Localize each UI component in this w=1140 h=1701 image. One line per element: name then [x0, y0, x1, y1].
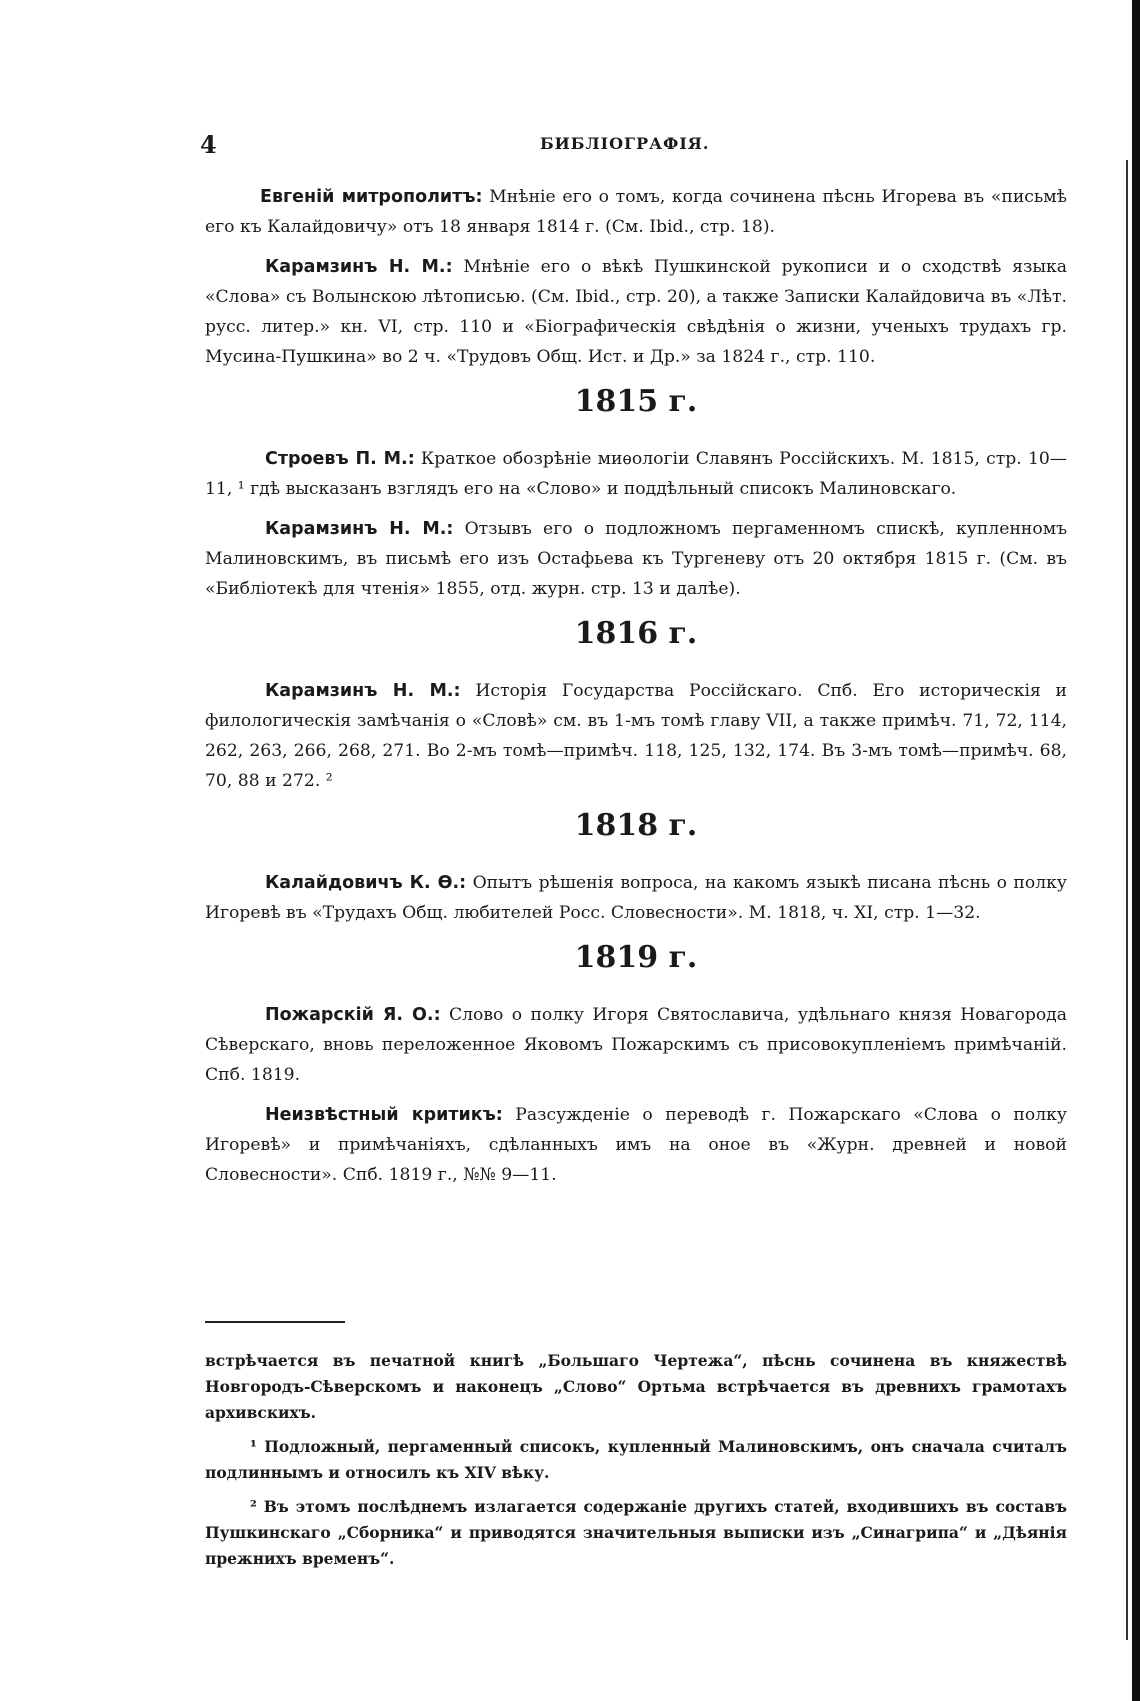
- bib-entry: [205, 514, 1067, 604]
- entry-text: Разсужденіе о переводѣ г. Пожарскаго «Слова о полку Игоревѣ» и примѣчаніяхъ, сдѣланныхъ имъ на оное въ «Журн. древней и новой Словесности». Спб. 1819 г., №№ 9—11.: [205, 1105, 1068, 1185]
- bib-entry: [205, 676, 1067, 796]
- footnote-1: ¹ Подложный, пергаменный списокъ, купленный Малиновскимъ, онъ сначала считалъ подлиннымъ и относилъ къ XIV вѣку.: [205, 1437, 1067, 1482]
- entry-text: Слово о полку Игоря Святославича, удѣльнаго князя Новагорода Сѣверскаго, вновь переложенное Яковомъ Пожарскимъ съ присовокупленіемъ примѣчаній. Спб. 1819.: [205, 1005, 1067, 1085]
- entry-author: Строевъ П. М.:: [265, 449, 415, 469]
- bib-entry: [205, 1000, 1067, 1090]
- entry-author: Калайдовичъ К. Ѳ.:: [265, 873, 467, 893]
- entry-author: Евгеній митрополитъ:: [260, 187, 483, 207]
- year-heading: 1816 г.: [574, 616, 698, 651]
- entry-author: Пожарскій Я. О.:: [265, 1005, 441, 1025]
- bib-entry: [205, 444, 1067, 504]
- page-number: 4: [200, 130, 217, 159]
- bib-entry: [205, 868, 1067, 928]
- entry-text: Мнѣніе его о вѣкѣ Пушкинской рукописи и о сходствѣ языка «Слова» съ Волынскою лѣтописью. (См. Ibid., стр. 20), а также Записки Калайдовича въ «Лѣт. русс. литер.» кн. VI, стр. 110 и «Біографическія свѣдѣнія о жизни, ученыхъ трудахъ гр. Мусина-Пушкина» во 2 ч. «Трудовъ Общ. Ист. и Др.» за 1824 г., стр. 110.: [205, 257, 1068, 367]
- year-heading: 1818 г.: [574, 808, 698, 843]
- footnote-2: ² Въ этомъ послѣднемъ излагается содержаніе другихъ статей, входившихъ въ составъ Пушкинскаго „Сборника“ и приводятся значительныя выписки изъ „Синагрипа“ и „Дѣянія прежнихъ временъ“.: [205, 1497, 1067, 1568]
- year-heading: 1819 г.: [574, 940, 698, 975]
- entry-text: Исторія Государства Россійскаго. Спб. Его историческія и филологическія замѣчанія о «Словѣ» см. въ 1-мъ томѣ главу VII, а также примѣч. 71, 72, 114, 262, 263, 266, 268, 271. Во 2-мъ томѣ—примѣч. 118, 125, 132, 174. Въ 3-мъ томѣ—примѣч. 68, 70, 88 и 272. ²: [205, 681, 1067, 791]
- entry-author: Карамзинъ Н. М.:: [265, 257, 453, 277]
- footnote-continuation: встрѣчается въ печатной книгѣ „Большаго Чертежа“, пѣснь сочинена въ княжествѣ Новгородъ-Сѣверскомъ и наконецъ „Слово“ Ортьма встрѣчается въ древнихъ грамотахъ архивскихъ.: [205, 1351, 1067, 1422]
- entry-text: Опытъ рѣшенія вопроса, на какомъ языкѣ писана пѣснь о полку Игоревѣ въ «Трудахъ Общ. любителей Росс. Словесности». М. 1818, ч. XI, стр. 1—32.: [205, 873, 1067, 923]
- entry-text: Краткое обозрѣніе миѳологіи Славянъ Россійскихъ. М. 1815, стр. 10—11, ¹ гдѣ высказанъ взглядъ его на «Слово» и поддѣльный списокъ Малиновскаго.: [205, 449, 1067, 499]
- page-header: [200, 130, 1060, 160]
- footnote-rule: [205, 1321, 345, 1323]
- footnotes: [205, 1348, 1067, 1580]
- bib-entry: [205, 252, 1067, 372]
- entry-author: Неизвѣстный критикъ:: [265, 1105, 503, 1125]
- bib-entry: [205, 182, 1067, 242]
- entry-author: Карамзинъ Н. М.:: [265, 519, 454, 539]
- page-edge-shadow: [1132, 0, 1140, 1701]
- bibliography-body: [205, 182, 1067, 1200]
- bib-entry: [205, 1100, 1067, 1190]
- running-title: БИБЛІОГРАФІЯ.: [540, 134, 710, 153]
- entry-author: Карамзинъ Н. М.:: [265, 681, 461, 701]
- entry-text: Отзывъ его о подложномъ пергаменномъ спискѣ, купленномъ Малиновскимъ, въ письмѣ его изъ Остафьева къ Тургеневу отъ 20 октября 1815 г. (См. въ «Библіотекѣ для чтенія» 1855, отд. журн. стр. 13 и далѣе).: [205, 519, 1068, 599]
- page-edge-line: [1126, 160, 1128, 1640]
- year-heading: 1815 г.: [574, 384, 698, 419]
- entry-text: Мнѣніе его о томъ, когда сочинена пѣснь Игорева въ «письмѣ его къ Калайдовичу» отъ 18 января 1814 г. (См. Ibid., стр. 18).: [205, 187, 1067, 237]
